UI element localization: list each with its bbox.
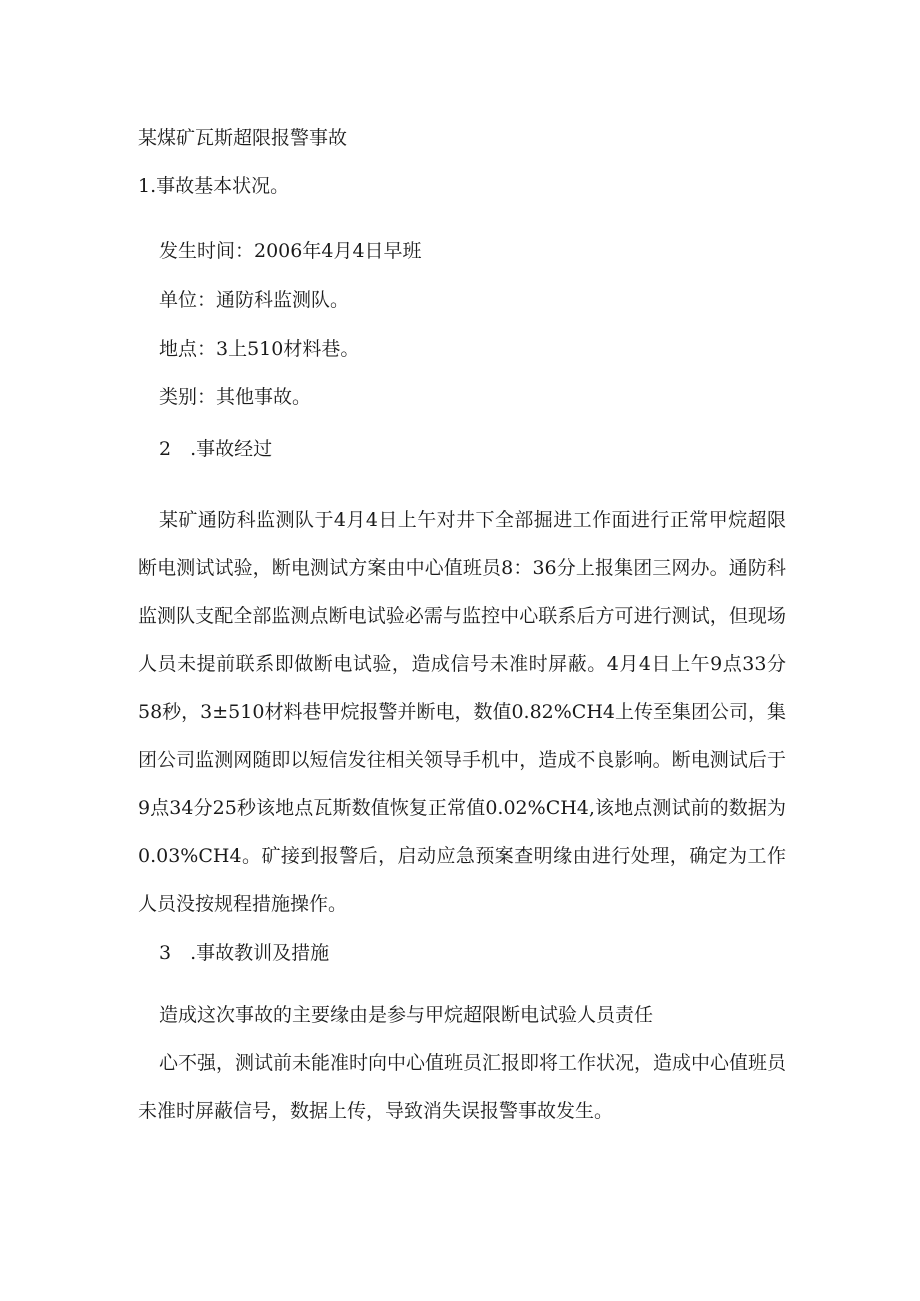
section-3-line-1: 造成这次事故的主要缘由是参与甲烷超限断电试验人员责任 bbox=[159, 1004, 654, 1026]
section-2-heading: 2 .事故经过 bbox=[159, 438, 273, 460]
field-location: 地点：3上510材料巷。 bbox=[159, 338, 360, 360]
field-unit: 单位：通防科监测队。 bbox=[159, 289, 350, 311]
section-3-heading: 3 .事故教训及措施 bbox=[159, 942, 330, 964]
document-title: 某煤矿瓦斯超限报警事故 bbox=[138, 127, 348, 149]
section-1-heading: 1.事故基本状况。 bbox=[138, 175, 290, 197]
section-3-paragraph: 心不强，测试前未能准时向中心值班员汇报即将工作状况，造成中心值班员未准时屏蔽信号，数据上传，导致消失误报警事故发生。 bbox=[138, 1052, 787, 1122]
field-category: 类别：其他事故。 bbox=[159, 386, 312, 408]
section-2-paragraph: 某矿通防科监测队于4月4日上午对井下全部掘进工作面进行正常甲烷超限断电测试试验，断电测试方案由中心值班员8：36分上报集团三网办。通防科监测队支配全部监测点断电试验必需与监控中心联系后方可进行测试，但现场人员未提前联系即做断电试验，造成信号未准时屏蔽。4月4日上午9点33分58秒，3±510材料巷甲烷报警并断电，数值0.82%CH4上传至集团公司，集团公司监测网随即以短信发往相关领导手机中，造成不良影响。断电测试后于9点34分25秒该地点瓦斯数值恢复正常值0.02%CH4,该地点测试前的数据为0.03%CH4。矿接到报警后，启动应急预案查明缘由进行处理，确定为工作人员没按规程措施操作。 bbox=[138, 509, 787, 915]
field-time: 发生时间：2006年4月4日早班 bbox=[159, 240, 422, 262]
